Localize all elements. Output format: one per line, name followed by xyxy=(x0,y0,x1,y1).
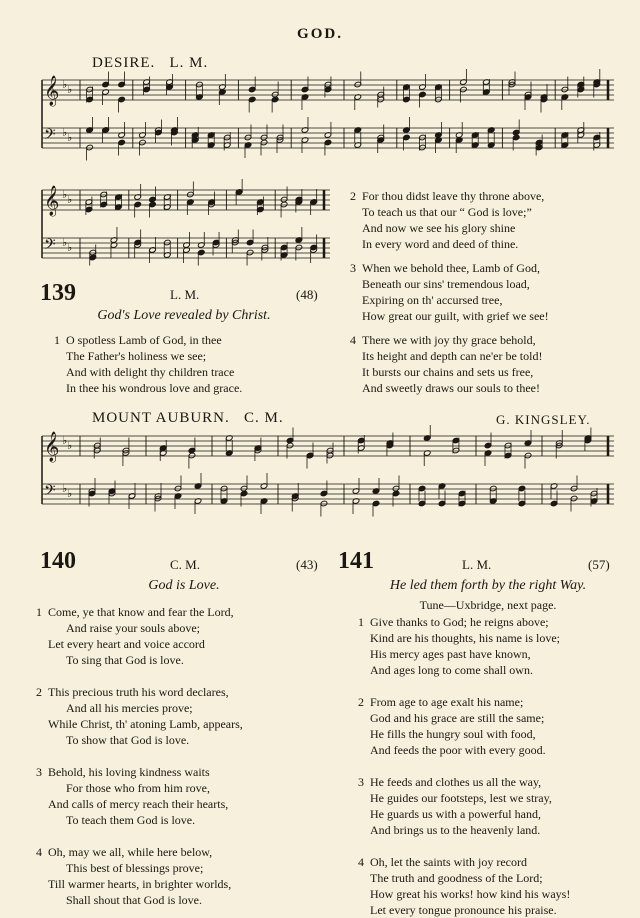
bass-clef-icon: 𝄢 xyxy=(44,126,56,147)
verse-number: 3 xyxy=(350,261,356,275)
verse-line: In thee his wondrous love and grace. xyxy=(66,381,243,395)
verse-block xyxy=(36,684,243,748)
verse-line: And all his mercies prove; xyxy=(66,701,193,715)
hymn-subtitle: God's Love revealed by Christ. xyxy=(97,308,271,323)
verse-block xyxy=(350,188,545,252)
bass-clef-icon: 𝄢 xyxy=(44,236,56,257)
verse-line: Expiring on th' accursed tree, xyxy=(362,293,503,307)
verse-number: 4 xyxy=(36,845,42,859)
verse-line: And sweetly draws our souls to thee! xyxy=(362,381,540,395)
verse-line: To sing that God is love. xyxy=(66,653,184,667)
verse-number: 2 xyxy=(36,685,42,699)
verse-block xyxy=(358,854,571,918)
hymn-meter: L. M. xyxy=(462,557,492,572)
verse-block xyxy=(358,614,560,678)
music-score-desire-continued xyxy=(42,186,330,278)
tune-composer: G. KINGSLEY. xyxy=(496,412,591,427)
treble-staff xyxy=(42,179,330,218)
hymn-number: 139 xyxy=(40,280,76,306)
bass-staff xyxy=(42,473,614,517)
verse-line: His mercy ages past have known, xyxy=(370,647,531,661)
hymn-subtitle: He led them forth by the right Way. xyxy=(389,578,587,593)
verse-line: Let every tongue pronounce his praise. xyxy=(370,903,557,917)
hymn-page-reference: (57) xyxy=(588,557,610,572)
verse-line: God and his grace are still the same; xyxy=(370,711,545,725)
verse-line: Oh, let the saints with joy record xyxy=(370,855,527,869)
verse-line: How great his works! how kind his ways! xyxy=(370,887,571,901)
verse-line: He feeds and clothes us all the way, xyxy=(370,775,542,789)
verse-number: 1 xyxy=(358,615,364,629)
flat-icon: ♭ xyxy=(67,132,73,144)
verse-line: And feeds the poor with every good. xyxy=(370,743,546,757)
verse-number: 3 xyxy=(358,775,364,789)
flat-icon: ♭ xyxy=(67,242,73,254)
music-score-desire xyxy=(42,76,614,168)
flat-icon: ♭ xyxy=(62,189,68,201)
verse-line: Behold, his loving kindness waits xyxy=(48,765,210,779)
tune-name: DESIRE. xyxy=(92,55,156,71)
verse-line: To show that God is love. xyxy=(66,733,190,747)
verse-block xyxy=(54,332,243,396)
treble-clef-icon: 𝄞 xyxy=(44,432,60,462)
verse-number: 4 xyxy=(358,855,364,869)
tune-title-mount-auburn xyxy=(92,410,284,427)
verse-block xyxy=(36,764,229,828)
verse-line: Beneath our sins' tremendous load, xyxy=(362,277,530,291)
bass-staff xyxy=(42,227,330,266)
verse-line: There we with joy thy grace behold, xyxy=(362,333,536,347)
page-title: GOD. xyxy=(297,26,343,42)
verse-line: It bursts our chains and sets us free, xyxy=(362,365,534,379)
verse-line: Shall shout that God is love. xyxy=(66,893,202,907)
verse-number: 2 xyxy=(350,189,356,203)
verse-block xyxy=(350,260,549,324)
verse-block xyxy=(36,604,234,668)
flat-icon: ♭ xyxy=(67,194,73,206)
treble-staff xyxy=(42,425,614,469)
hymn-page-reference: (43) xyxy=(296,557,318,572)
hymn-meter: L. M. xyxy=(170,287,200,302)
verse-line: The Father's holiness we see; xyxy=(66,349,207,363)
verse-block xyxy=(350,332,543,396)
flat-icon: ♭ xyxy=(62,237,68,249)
verse-line: For those who from him rove, xyxy=(66,781,210,795)
verse-line: And calls of mercy reach their hearts, xyxy=(48,797,229,811)
flat-icon: ♭ xyxy=(67,440,73,452)
verse-line: Kind are his thoughts, his name is love; xyxy=(370,631,560,645)
verse-line: And raise your souls above; xyxy=(66,621,200,635)
flat-icon: ♭ xyxy=(62,483,68,495)
verse-block xyxy=(358,694,546,758)
verse-line: In every word and deed of thine. xyxy=(362,237,519,251)
verse-line: He guides our footsteps, lest we stray, xyxy=(370,791,552,805)
verse-line: And with delight thy children trace xyxy=(66,365,235,379)
flat-icon: ♭ xyxy=(62,127,68,139)
verse-line: Its height and depth can ne'er be told! xyxy=(362,349,543,363)
verse-line: O spotless Lamb of God, in thee xyxy=(66,333,222,347)
verse-line: For thou didst leave thy throne above, xyxy=(362,189,545,203)
verse-line: And now we see his glory shine xyxy=(362,221,516,235)
bass-clef-icon: 𝄢 xyxy=(44,482,56,503)
verse-line: From age to age exalt his name; xyxy=(370,695,524,709)
verse-line: Come, ye that know and fear the Lord, xyxy=(48,605,234,619)
verse-line: Let every heart and voice accord xyxy=(48,637,205,651)
verse-number: 1 xyxy=(36,605,42,619)
verse-line: And ages long to come shall own. xyxy=(370,663,533,677)
music-score-mount-auburn xyxy=(42,432,614,532)
tune-reference: Tune—Uxbridge, next page. xyxy=(419,598,557,612)
bass-staff xyxy=(42,117,614,161)
verse-number: 1 xyxy=(54,333,60,347)
hymn-page-reference: (48) xyxy=(296,287,318,302)
tune-meter: L. M. xyxy=(169,55,209,71)
verse-line: Give thanks to God; he reigns above; xyxy=(370,615,549,629)
treble-clef-icon: 𝄞 xyxy=(44,76,60,106)
hymn-number: 140 xyxy=(40,548,76,574)
verse-line: Oh, may we all, while here below, xyxy=(48,845,213,859)
flat-icon: ♭ xyxy=(67,488,73,500)
verse-line: Till warmer hearts, in brighter worlds, xyxy=(48,877,232,891)
verse-line: And brings us to the heavenly land. xyxy=(370,823,541,837)
flat-icon: ♭ xyxy=(62,435,68,447)
tune-title-desire xyxy=(92,55,208,72)
flat-icon: ♭ xyxy=(62,79,68,91)
treble-clef-icon: 𝄞 xyxy=(44,186,60,216)
verse-line: To teach us that our “ God is love;” xyxy=(362,205,532,219)
verse-number: 3 xyxy=(36,765,42,779)
hymn-subtitle: God is Love. xyxy=(148,578,220,593)
verse-number: 2 xyxy=(358,695,364,709)
flat-icon: ♭ xyxy=(67,84,73,96)
verse-line: The truth and goodness of the Lord; xyxy=(370,871,543,885)
verse-line: To teach them God is love. xyxy=(66,813,196,827)
hymn-number: 141 xyxy=(338,548,374,574)
verse-line: When we behold thee, Lamb of God, xyxy=(362,261,540,275)
verse-line: While Christ, th' atoning Lamb, appears, xyxy=(48,717,243,731)
verse-line: He fills the hungry soul with food, xyxy=(370,727,536,741)
verse-block xyxy=(36,844,232,908)
tune-meter: C. M. xyxy=(244,410,284,426)
verse-line: This best of blessings prove; xyxy=(66,861,204,875)
hymn-meter: C. M. xyxy=(170,557,200,572)
verse-number: 4 xyxy=(350,333,356,347)
treble-staff xyxy=(42,69,614,113)
verse-line: This precious truth his word declares, xyxy=(48,685,229,699)
verse-line: He guards us with a powerful hand, xyxy=(370,807,541,821)
verse-line: How great our guilt, with grief we see! xyxy=(362,309,549,323)
verse-block xyxy=(358,774,552,838)
tune-name: MOUNT AUBURN. xyxy=(92,410,230,426)
